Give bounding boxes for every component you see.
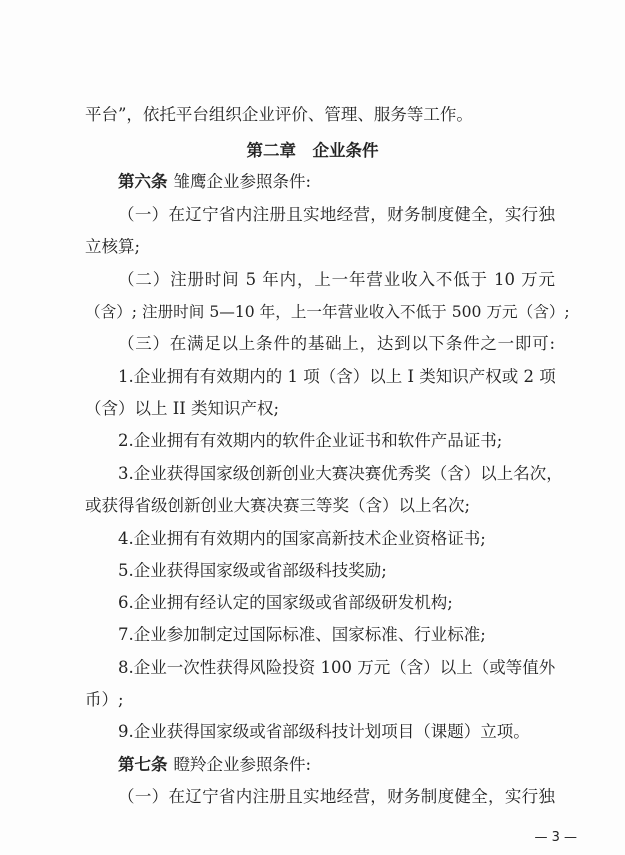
text-line: 5.企业获得国家级或省部级科技奖励; [118, 561, 387, 580]
text-line: （一）在辽宁省内注册且实地经营，财务制度健全，实行独 [118, 787, 555, 806]
text-line: 币）; [85, 690, 124, 709]
article-text: 瞪羚企业参照条件: [173, 755, 312, 774]
article-title: 第六条 [118, 172, 168, 191]
text-line: 2.企业拥有有效期内的软件企业证书和软件产品证书; [118, 431, 503, 450]
text-line: 7.企业参加制定过国际标准、国家标准、行业标准; [118, 625, 486, 644]
text-line: （二）注册时间 5 年内，上一年营业收入不低于 10 万元 [118, 270, 555, 289]
article-title: 第七条 [118, 755, 168, 774]
article-text: 雏鹰企业参照条件: [173, 172, 312, 191]
text-line: 平台”，依托平台组织企业评价、管理、服务等工作。 [85, 105, 473, 124]
text-line: 1.企业拥有有效期内的 1 项（含）以上 I 类知识产权或 2 项 [118, 367, 556, 386]
text-line: 3.企业获得国家级创新创业大赛决赛优秀奖（含）以上名次， [118, 464, 563, 483]
page-number: — 3 — [534, 830, 577, 845]
text-line: 立核算; [85, 237, 141, 256]
text-line: 9.企业获得国家级或省部级科技计划项目（课题）立项。 [118, 722, 530, 741]
chapter-heading: 第二章 企业条件 [246, 141, 379, 160]
text-line: 6.企业拥有经认定的国家级或省部级研发机构; [118, 593, 453, 612]
text-line: （含）; 注册时间 5—10 年，上一年营业收入不低于 500 万元（含）; [85, 303, 570, 321]
text-line: （一）在辽宁省内注册且实地经营，财务制度健全，实行独 [118, 205, 555, 224]
text-line: 8.企业一次性获得风险投资 100 万元（含）以上（或等值外 [118, 658, 556, 677]
article-line [118, 754, 555, 776]
text-line: 或获得省级创新创业大赛决赛三等奖（含）以上名次; [85, 496, 471, 515]
text-line: （三）在满足以上条件的基础上，达到以下条件之一即可: [118, 334, 555, 353]
text-line: 4.企业拥有有效期内的国家高新技术企业资格证书; [118, 529, 486, 548]
article-line [118, 171, 555, 193]
text-line: （含）以上 II 类知识产权; [85, 399, 280, 418]
